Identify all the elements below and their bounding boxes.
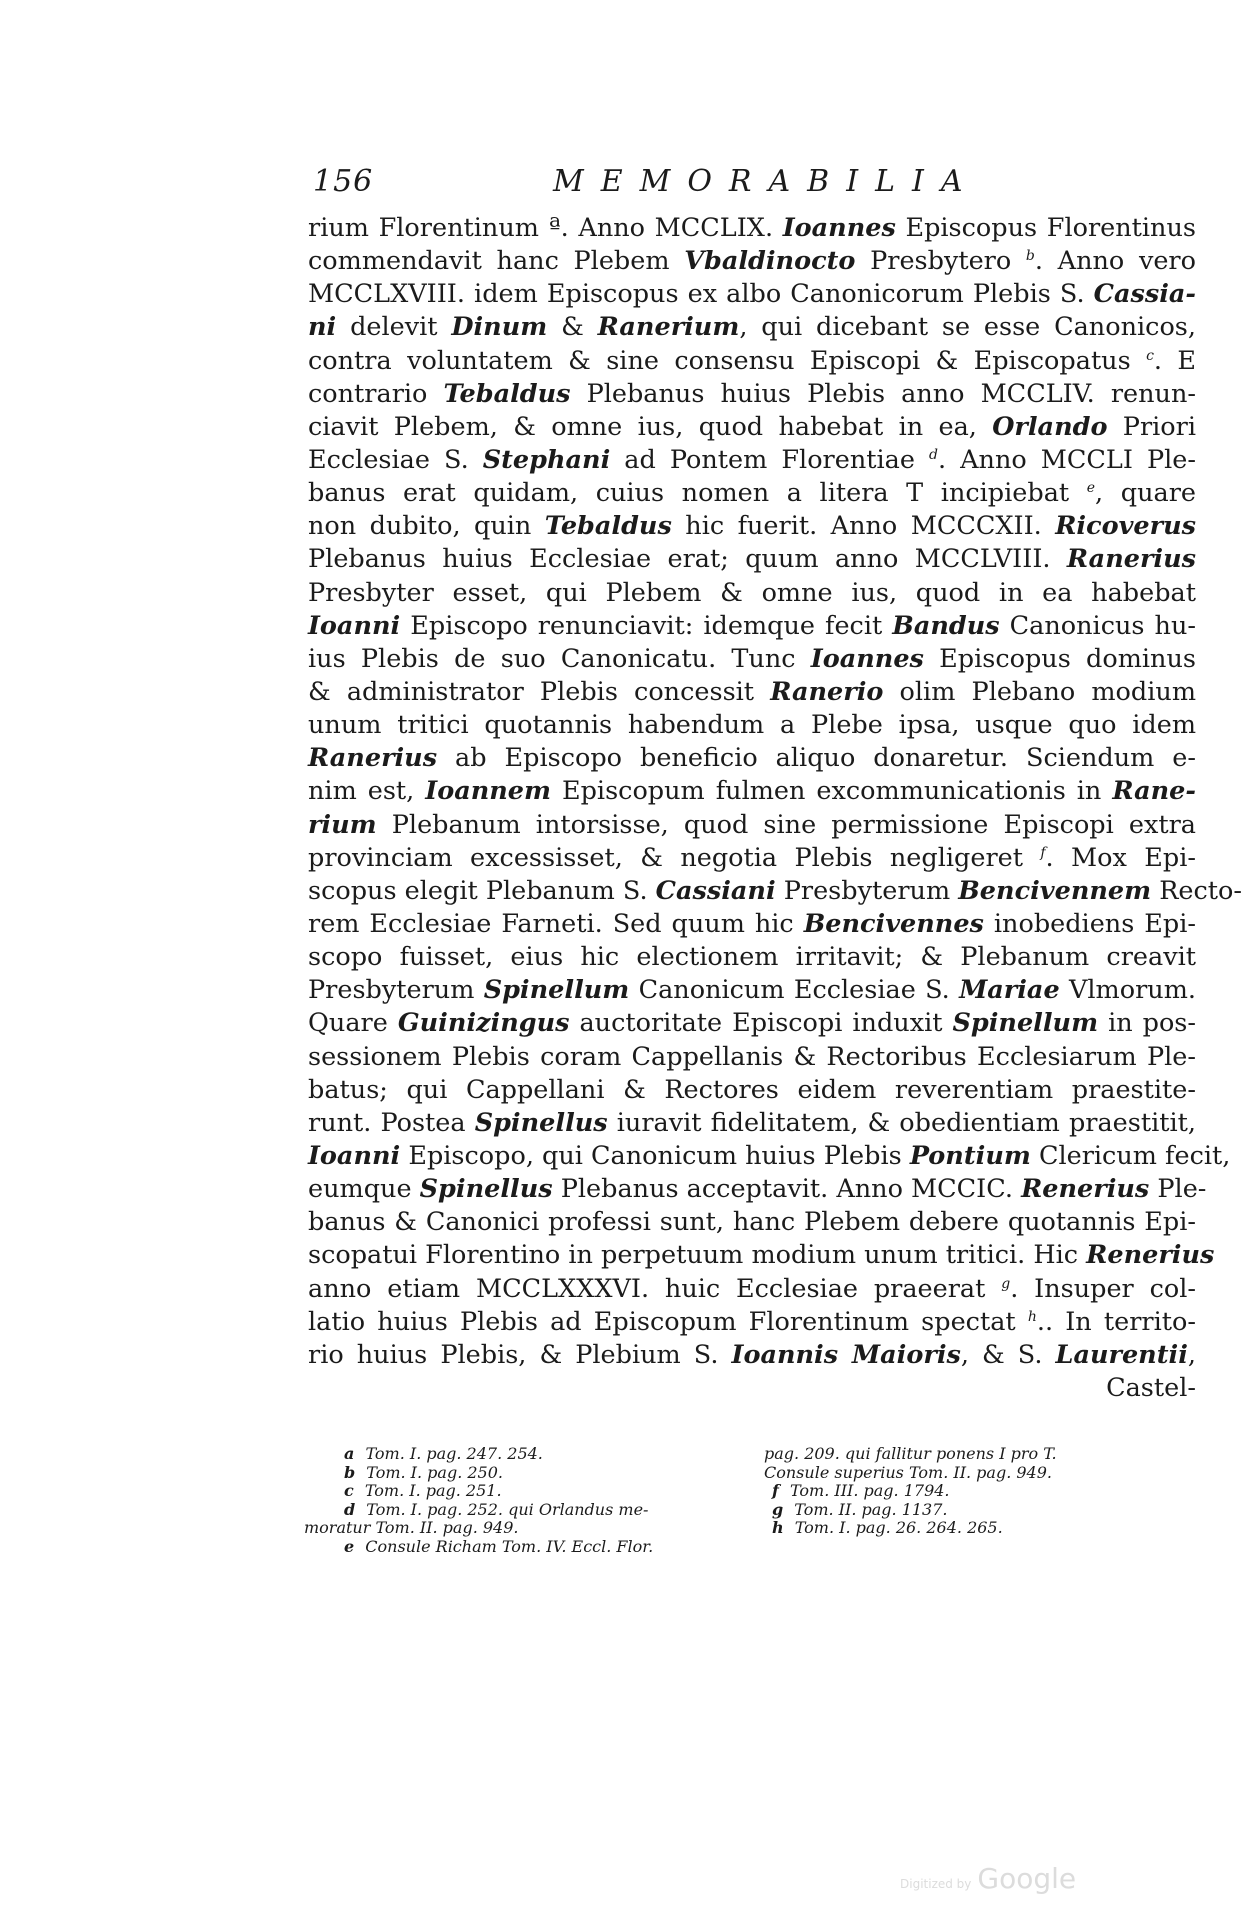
digitized-watermark [900, 1862, 1076, 1895]
text-line: eumque Spinellus Plebanus acceptavit. Anno MCCIC. Renerius Ple- [308, 1174, 1207, 1205]
text-line: scopatui Florentino in perpetuum modium unum tritici. Hic Renerius [308, 1240, 1215, 1271]
text-line: Castel- [1106, 1372, 1196, 1403]
text-line: Ioanni Episcopo, qui Canonicum huius Plebis Pontium Clericum fecit, [308, 1140, 1231, 1171]
footnote: d Tom. I. pag. 252. qui Orlandus me- [344, 1499, 649, 1519]
footnote: f Tom. III. pag. 1794. [772, 1481, 950, 1500]
footnote: Consule superius Tom. II. pag. 949. [764, 1462, 1052, 1482]
footnote: g Tom. II. pag. 1137. [772, 1499, 948, 1519]
text-line: rio huius Plebis, & Plebium S. Ioannis Maioris, & S. Laurentii, [308, 1339, 1196, 1370]
text-line: rium Florentinum ª. Anno MCCLIX. Ioannes Episcopus Florentinus [308, 213, 1196, 243]
text-line: batus; qui Cappellani & Rectores eidem reverentiam praestite- [308, 1074, 1196, 1105]
text-line: banus erat quidam, cuius nomen a litera T incipiebat $^e$, quare [308, 478, 1196, 509]
text-line: rium Plebanum intorsisse, quod sine permissione Episcopi extra [308, 809, 1196, 840]
text-line: Presbyterum Spinellum Canonicum Ecclesiae S. Mariae Vlmorum. [308, 975, 1196, 1006]
text-line: contrario Tebaldus Plebanus huius Plebis anno MCCLIV. renun- [308, 378, 1197, 409]
text-line: banus & Canonici professi sunt, hanc Plebem debere quotannis Epi- [308, 1207, 1196, 1238]
text-line: ius Plebis de suo Canonicatu. Tunc Ioannes Episcopus dominus [308, 643, 1196, 674]
footnotes-left-column [304, 1445, 744, 1556]
text-line: scopo fuisset, eius hic electionem irritavit; & Plebanum creavit [308, 942, 1196, 973]
text-line: runt. Postea Spinellus iuravit fidelitatem, & obedientiam praestitit, [308, 1107, 1196, 1138]
page-number: 156 [313, 164, 374, 199]
footnotes [304, 1445, 1164, 1605]
page-header [313, 164, 980, 208]
text-line: & administrator Plebis concessit Ranerio olim Plebano modium [308, 676, 1196, 707]
footnote: b Tom. I. pag. 250. [344, 1462, 503, 1482]
text-line: anno etiam MCCLXXXVI. huic Ecclesiae praeerat $^g$. Insuper col- [308, 1273, 1196, 1304]
footnote: c Tom. I. pag. 251. [344, 1481, 502, 1500]
text-line: commendavit hanc Plebem Vbaldinocto Presbytero $^b$. Anno vero [308, 246, 1196, 277]
footnote: e Consule Richam Tom. IV. Eccl. Flor. [344, 1536, 654, 1556]
text-line: latio huius Plebis ad Episcopum Florentinum spectat $^h$.. In territo- [308, 1306, 1196, 1337]
watermark-brand: Google [977, 1862, 1077, 1895]
footnote: moratur Tom. II. pag. 949. [304, 1518, 519, 1537]
footnote: h Tom. I. pag. 26. 264. 265. [772, 1518, 1003, 1537]
watermark-prefix: Digitized by [900, 1877, 972, 1891]
text-line: Ranerius ab Episcopo beneficio aliquo donaretur. Sciendum e- [308, 743, 1196, 774]
footnote: pag. 209. qui fallitur ponens I pro T. [764, 1444, 1057, 1463]
text-line: scopus elegit Plebanum S. Cassiani Presbyterum Bencivennem Recto- [308, 875, 1243, 906]
text-line: Quare Guinizingus auctoritate Episcopi induxit Spinellum in pos- [308, 1008, 1197, 1039]
running-title: MEMORABILIA [553, 164, 980, 199]
footnote: a Tom. I. pag. 247. 254. [344, 1444, 543, 1463]
text-line: ciavit Plebem, & omne ius, quod habebat in ea, Orlando Priori [308, 411, 1196, 442]
text-line: contra voluntatem & sine consensu Episcopi & Episcopatus $^c$. E [308, 345, 1196, 376]
text-line: MCCLXVIII. idem Episcopus ex albo Canonicorum Plebis S. Cassia- [308, 279, 1196, 310]
text-line: Ecclesiae S. Stephani ad Pontem Florentiae $^d$. Anno MCCLI Ple- [308, 444, 1196, 475]
text-line: ni delevit Dinum & Ranerium, qui dicebant se esse Canonicos, [308, 312, 1196, 343]
text-line: unum tritici quotannis habendum a Plebe ipsa, usque quo idem [308, 710, 1196, 741]
text-line: sessionem Plebis coram Cappellanis & Rectoribus Ecclesiarum Ple- [308, 1041, 1196, 1072]
main-text-block [308, 212, 1243, 1405]
text-line: nim est, Ioannem Episcopum fulmen excommunicationis in Rane- [308, 776, 1196, 807]
text-line: Plebanus huius Ecclesiae erat; quum anno MCCLVIII. Ranerius [308, 544, 1196, 575]
footnotes-right-column [764, 1445, 1164, 1538]
text-line: Presbyter esset, qui Plebem & omne ius, quod in ea habebat [308, 577, 1196, 608]
text-line: non dubito, quin Tebaldus hic fuerit. Anno MCCCXII. Ricoverus [308, 511, 1196, 542]
text-line: Ioanni Episcopo renunciavit: idemque fecit Bandus Canonicus hu- [308, 610, 1196, 641]
text-line: rem Ecclesiae Farneti. Sed quum hic Bencivennes inobediens Epi- [308, 908, 1196, 939]
text-line: provinciam excessisset, & negotia Plebis negligeret $^f$. Mox Epi- [308, 842, 1196, 873]
